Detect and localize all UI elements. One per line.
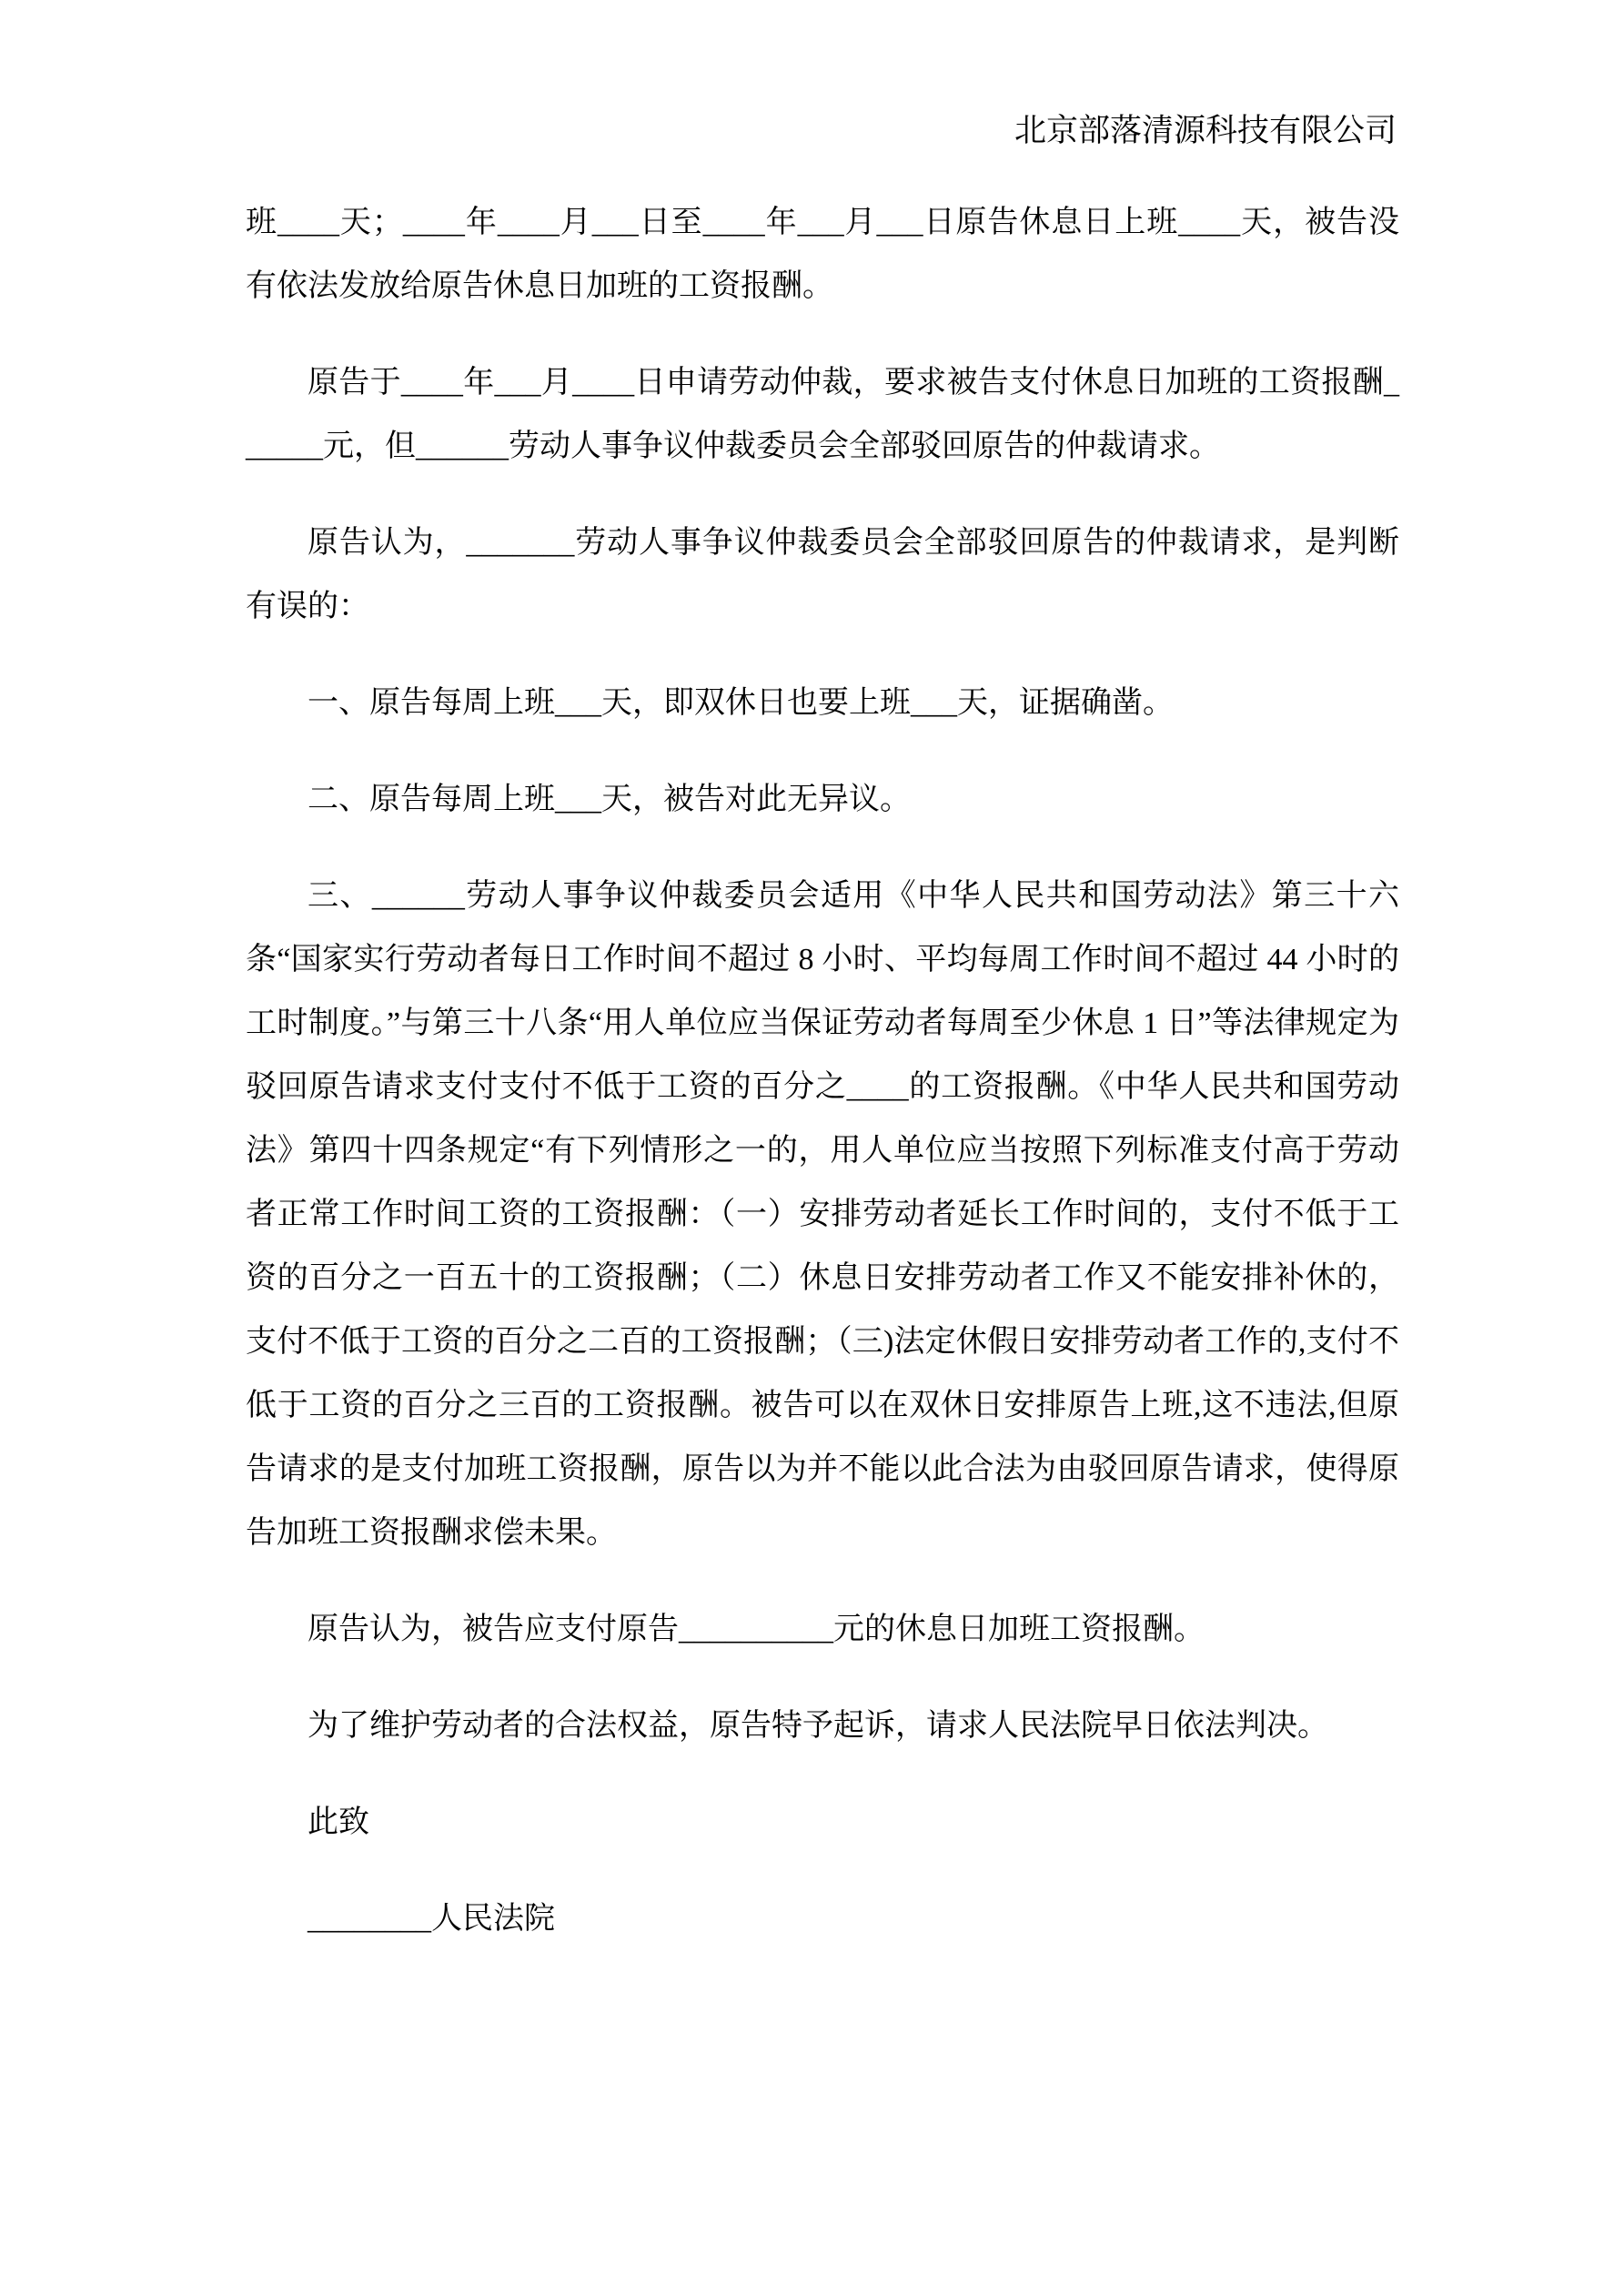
paragraph-overtime-facts-continuation: 班____天；____年____月___日至____年___月___日原告休息日上班____天，被告没有依法发放给原告休息日加班的工资报酬。 bbox=[246, 206, 1399, 303]
document-body bbox=[246, 191, 1399, 1951]
company-header: 北京部落清源科技有限公司 bbox=[1014, 113, 1397, 148]
paragraph-point-one: 一、原告每周上班___天，即双休日也要上班___天，证据确凿。 bbox=[308, 686, 1174, 720]
paragraph-plaintiff-opinion: 原告认为，_______劳动人事争议仲裁委员会全部驳回原告的仲裁请求，是判断有误的： bbox=[246, 526, 1399, 623]
paragraph-litigation-request: 为了维护劳动者的合法权益，原告特予起诉，请求人民法院早日依法判决。 bbox=[308, 1709, 1328, 1743]
paragraph-claim-amount: 原告认为，被告应支付原告__________元的休息日加班工资报酬。 bbox=[308, 1613, 1205, 1646]
paragraph-arbitration-application: 原告于____年___月____日申请劳动仲裁，要求被告支付休息日加班的工资报酬______元，但______劳动人事争议仲裁委员会全部驳回原告的仲裁请求。 bbox=[246, 366, 1399, 463]
paragraph-point-three: 三、______劳动人事争议仲裁委员会适用《中华人民共和国劳动法》第三十六条“国家实行劳动者每日工作时间不超过 8 小时、平均每周工作时间不超过 44 小时的工时制度。”与第三十八条“用人单位应当保证劳动者每周至少休息 1 日”等法律规定为驳回原告请求支付支付不低于工资的百分之____的工资报酬。《中华人民共和国劳动法》第四十四条规定“有下列情形之一的，用人单位应当按照下列标准支付高于劳动者正常工作时间工资的工资报酬：（一）安排劳动者延长工作时间的，支付不低于工资的百分之一百五十的工资报酬；（二）休息日安排劳动者工作又不能安排补休的，支付不低于工资的百分之二百的工资报酬；（三)法定休假日安排劳动者工作的,支付不低于工资的百分之三百的工资报酬。被告可以在双休日安排原告上班,这不违法,但原告请求的是支付加班工资报酬，原告以为并不能以此合法为由驳回原告请求，使得原告加班工资报酬求偿未果。 bbox=[246, 879, 1399, 1550]
court-name-line: ________人民法院 bbox=[308, 1902, 555, 1936]
closing-salutation: 此致 bbox=[308, 1805, 369, 1839]
paragraph-point-two: 二、原告每周上班___天，被告对此无异议。 bbox=[308, 783, 911, 816]
